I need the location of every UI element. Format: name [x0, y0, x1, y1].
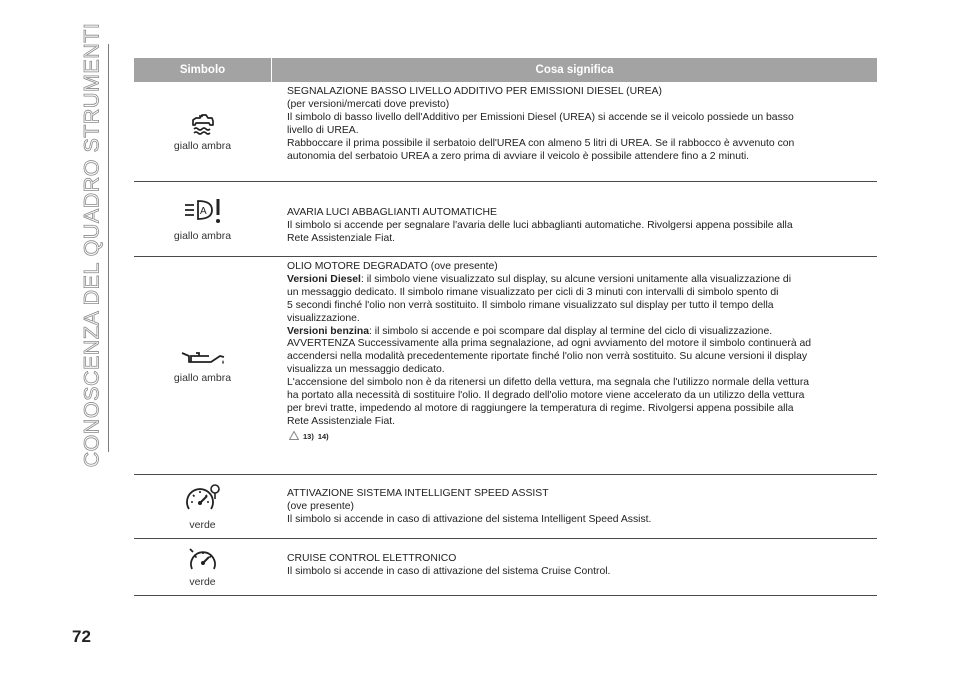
table-row [134, 539, 877, 596]
row-text: L'accensione del simbolo non è da ritenersi un difetto della vettura, ma segnala che l'utilizzo normale della vettura [287, 377, 810, 389]
row-title: AVARIA LUCI ABBAGLIANTI AUTOMATICHE [287, 207, 497, 218]
row-text: Rabboccare il prima possibile il serbatoio dell'UREA con almeno 5 litri di UREA. Se il rabbocco è avvenuto con [287, 137, 795, 149]
meaning-cell [271, 257, 877, 474]
table-row [134, 257, 877, 475]
meaning-cell [271, 475, 877, 538]
auto-headlight-failure-icon [183, 196, 223, 226]
reference-icon [289, 431, 299, 445]
row-text: Il simbolo si accende in caso di attivazione del sistema Cruise Control. [287, 565, 611, 577]
row-text: AVVERTENZA Successivamente alla prima segnalazione, ad ogni avviamento del motore il simbolo continuerà ad [287, 338, 812, 350]
row-text: visualizzazione. [287, 312, 360, 324]
symbol-color-label: giallo ambra [173, 371, 232, 384]
row-text: per brevi tratte, impedendo al motore di raggiungere la temperatura di regime. Rivolgersi appena possibile alla [287, 402, 794, 414]
oil-degraded-icon [180, 348, 226, 368]
symbol-color-label: verde [189, 576, 216, 588]
row-text: Versioni benzina: il simbolo si accende e poi scompare dal display al termine del ciclo di visualizzazione. [287, 325, 773, 337]
symbol-table [134, 58, 877, 596]
row-text: Rete Assistenziale Fiat. [287, 415, 395, 427]
petrol-version-label: Versioni benzina [287, 325, 369, 337]
symbol-cell [134, 475, 271, 538]
symbol-color-label: verde [189, 518, 216, 531]
intelligent-speed-assist-icon [184, 483, 222, 515]
row-text: autonomia del serbatoio UREA a zero prima di avviare il veicolo è possibile attendere fino a 2 minuti. [287, 150, 750, 162]
symbol-cell [134, 82, 271, 181]
row-title: CRUISE CONTROL ELETTRONICO [287, 553, 457, 564]
symbol-color-label: giallo ambra [173, 230, 232, 242]
row-text: Versioni Diesel: il simbolo viene visualizzato sul display, su alcune versioni unitamente alla visualizzazione di [287, 273, 792, 285]
table-row [134, 182, 877, 257]
row-text: (per versioni/mercati dove previsto) [287, 98, 450, 110]
diesel-version-label: Versioni Diesel [287, 273, 361, 285]
reference-notes [287, 431, 877, 445]
row-text: un messaggio dedicato. Il simbolo rimane visualizzato per cicli di 3 minuti con intervalli di simbolo spento di [287, 286, 779, 298]
meaning-cell [271, 182, 877, 256]
row-text: visualizza un messaggio dedicato. [287, 364, 445, 376]
row-text: Rete Assistenziale Fiat. [287, 232, 395, 244]
meaning-cell [271, 82, 877, 181]
row-title: OLIO MOTORE DEGRADATO (ove presente) [287, 261, 498, 272]
reference-link[interactable]: 14) [317, 432, 329, 442]
row-title: ATTIVAZIONE SISTEMA INTELLIGENT SPEED ASSIST [287, 488, 549, 499]
row-text: livello di UREA. [287, 124, 359, 136]
row-title: SEGNALAZIONE BASSO LIVELLO ADDITIVO PER EMISSIONI DIESEL (UREA) [287, 86, 662, 97]
symbol-cell [134, 182, 271, 256]
meaning-cell [271, 539, 877, 595]
symbol-cell [134, 257, 271, 474]
symbol-color-label: giallo ambra [173, 139, 232, 152]
side-section-title: CONOSCENZA DEL QUADRO STRUMENTI [79, 22, 104, 468]
svg-text:A: A [199, 206, 207, 217]
page-number: 72 [72, 627, 91, 646]
symbol-cell [134, 539, 271, 595]
row-text: 5 secondi finché l'olio non verrà sostituito. Il simbolo rimane visualizzato sul display per tutto il tempo della [287, 299, 774, 311]
table-header [134, 58, 877, 82]
reference-link[interactable]: 13) [303, 432, 314, 442]
row-text: Il simbolo si accende in caso di attivazione del sistema Intelligent Speed Assist. [287, 513, 652, 525]
row-text: ha portato alla necessità di sostituire l'olio. Il degrado dell'olio motore viene accelerato da un utilizzo della vettura [287, 390, 805, 402]
row-text: accendersi nella modalità precedentemente riportate finché l'olio non verrà sostituito. Su alcune versioni il display [287, 351, 808, 363]
table-row [134, 82, 877, 182]
side-rule [108, 44, 109, 452]
header-symbol: Simbolo [134, 58, 272, 82]
cruise-control-icon [187, 546, 219, 572]
table-row [134, 475, 877, 539]
row-text: (ove presente) [287, 500, 354, 512]
row-text: Il simbolo di basso livello dell'Additivo per Emissioni Diesel (UREA) si accende se il veicolo possiede un basso [287, 111, 794, 123]
header-meaning: Cosa significa [535, 64, 614, 76]
row-text: Il simbolo si accende per segnalare l'avaria delle luci abbaglianti automatiche. Rivolgersi appena possibile alla [287, 219, 793, 231]
adblue-low-level-icon [190, 112, 216, 136]
